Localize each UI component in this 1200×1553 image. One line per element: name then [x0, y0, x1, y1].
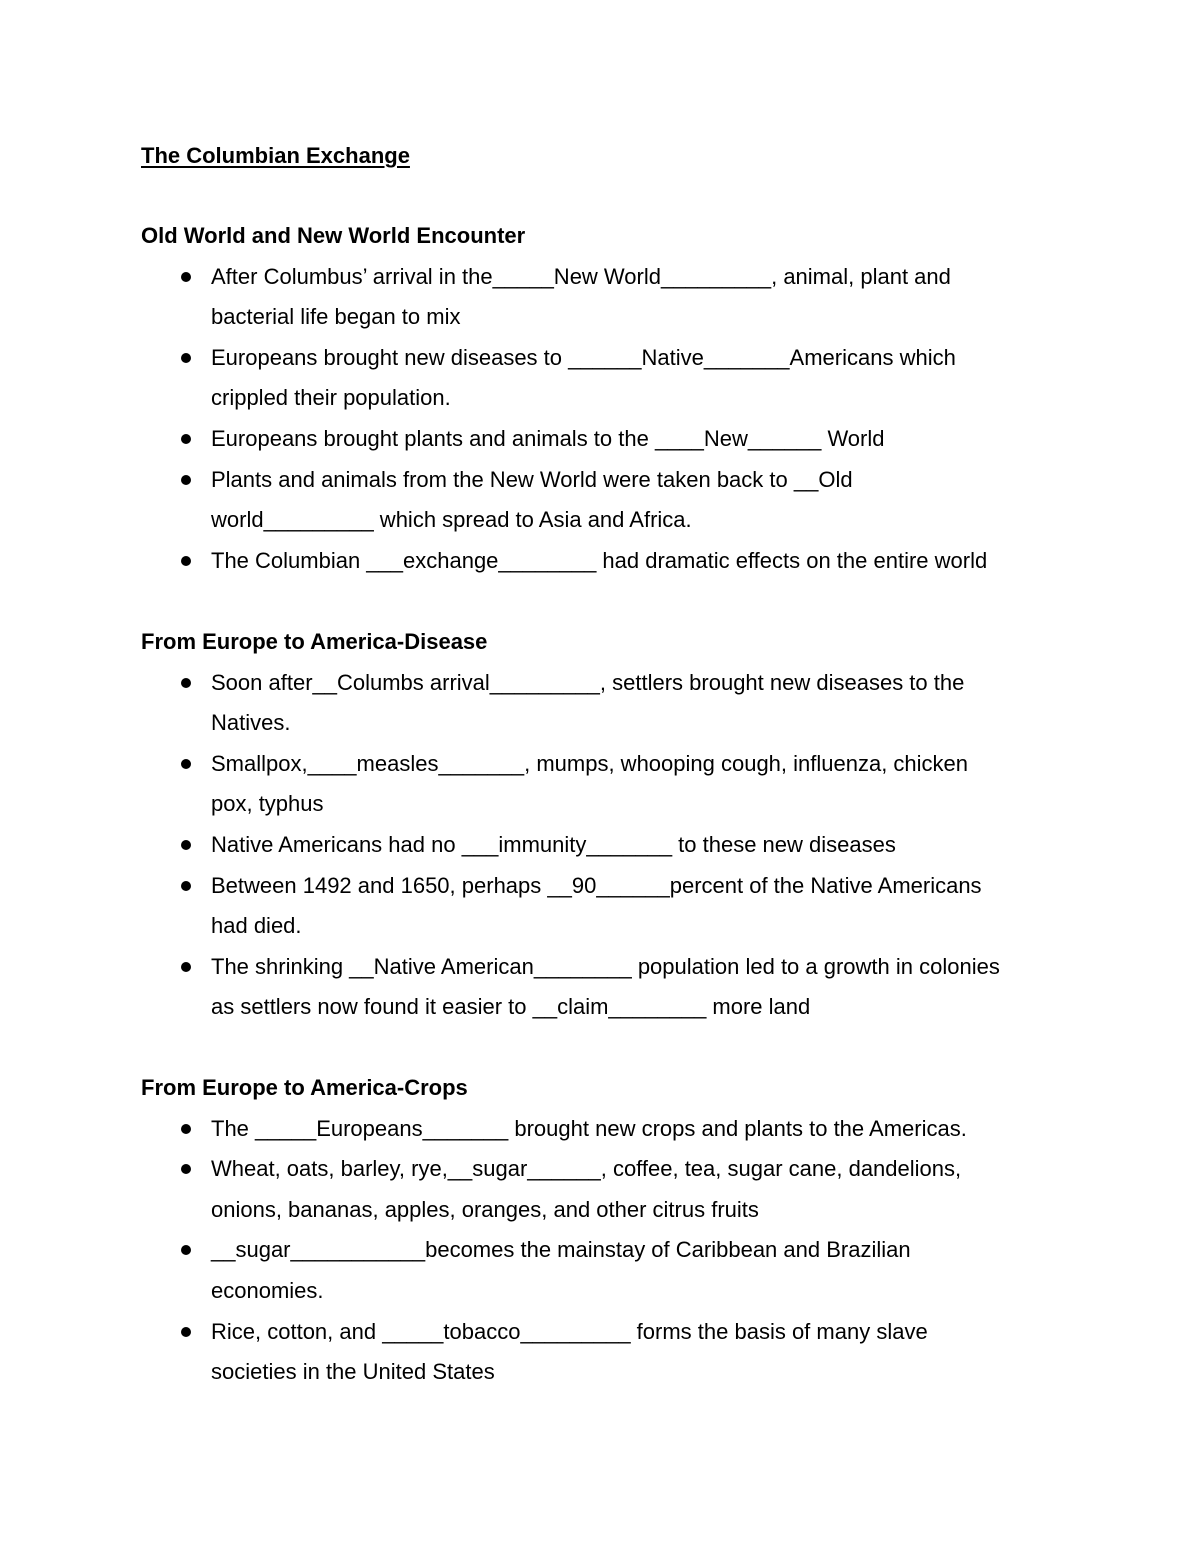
list-item — [141, 1109, 1101, 1150]
list-item — [141, 338, 1101, 419]
bullet-icon — [181, 759, 191, 769]
list-item-text: Smallpox,____measles_______, mumps, whooping cough, influenza, chicken pox, typhus — [211, 750, 969, 817]
bullet-icon — [181, 353, 191, 363]
list-item-text: Between 1492 and 1650, perhaps __90______percent of the Native Americans had died. — [211, 872, 982, 939]
list-item — [141, 541, 1101, 582]
list-item — [141, 663, 1101, 744]
list-item — [141, 825, 1101, 866]
list-item-text: Rice, cotton, and _____tobacco_________ forms the basis of many slave societies in the United States — [211, 1318, 928, 1385]
list-item-text: Europeans brought plants and animals to the ____New______ World — [211, 425, 885, 451]
bullet-icon — [181, 475, 191, 485]
bullet-icon — [181, 556, 191, 566]
list-item — [141, 744, 1101, 825]
list-item-text: The Columbian ___exchange________ had dramatic effects on the entire world — [211, 547, 988, 573]
bullet-icon — [181, 840, 191, 850]
list-item — [141, 866, 1101, 947]
bullet-icon — [181, 1164, 191, 1174]
bullet-icon — [181, 272, 191, 282]
list-item — [141, 1230, 1101, 1311]
bullet-icon — [181, 678, 191, 688]
list-item — [141, 1312, 1101, 1393]
bullet-list — [141, 257, 1101, 582]
list-item-text: The shrinking __Native American________ population led to a growth in colonies as settlers now found it easier to __claim________ more land — [211, 953, 1000, 1020]
bullet-icon — [181, 1124, 191, 1134]
list-item-text: Wheat, oats, barley, rye,__sugar______, coffee, tea, sugar cane, dandelions, onions, bananas, apples, oranges, and other citrus fruits — [211, 1156, 962, 1222]
bullet-icon — [181, 881, 191, 891]
bullet-icon — [181, 1327, 191, 1337]
bullet-list — [141, 663, 1101, 1028]
list-item-text: Plants and animals from the New World were taken back to __Old world_________ which spread to Asia and Africa. — [211, 466, 853, 533]
list-item-text: Native Americans had no ___immunity_______ to these new diseases — [211, 831, 896, 857]
section-europe-america-crops — [141, 1068, 1101, 1393]
list-item — [141, 257, 1101, 338]
section-heading: From Europe to America-Disease — [141, 629, 488, 654]
bullet-icon — [181, 962, 191, 972]
bullet-list — [141, 1109, 1101, 1393]
list-item — [141, 460, 1101, 541]
section-europe-america-disease — [141, 622, 1101, 1028]
bullet-icon — [181, 1245, 191, 1255]
list-item-text: Soon after__Columbs arrival_________, settlers brought new diseases to the Natives. — [211, 669, 965, 736]
list-item-text: __sugar___________becomes the mainstay of Caribbean and Brazilian economies. — [211, 1237, 911, 1303]
list-item-text: The _____Europeans_______ brought new crops and plants to the Americas. — [211, 1115, 967, 1141]
list-item — [141, 947, 1101, 1028]
list-item-text: After Columbus’ arrival in the_____New World_________, animal, plant and bacterial life began to mix — [211, 263, 951, 330]
section-heading: From Europe to America-Crops — [141, 1075, 468, 1100]
list-item — [141, 419, 1101, 460]
section-old-world-new-world — [141, 216, 1101, 581]
bullet-icon — [181, 434, 191, 444]
list-item-text: Europeans brought new diseases to ______Native_______Americans which crippled their population. — [211, 344, 956, 411]
document-title: The Columbian Exchange — [141, 143, 410, 168]
section-heading: Old World and New World Encounter — [141, 223, 526, 248]
list-item — [141, 1149, 1101, 1230]
